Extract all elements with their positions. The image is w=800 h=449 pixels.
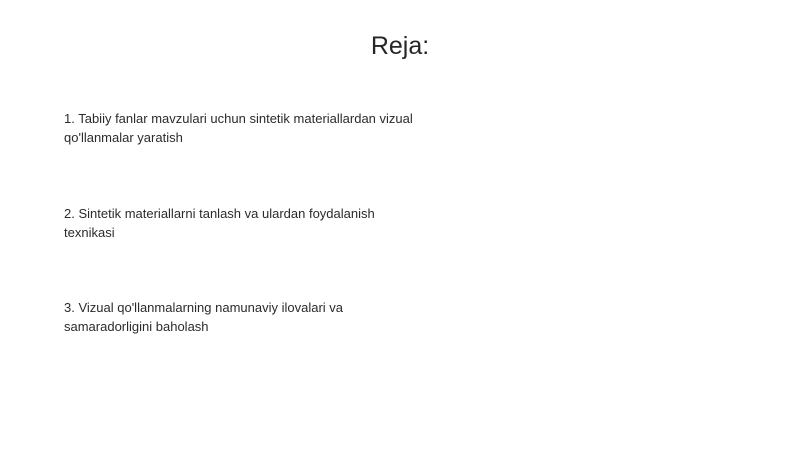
- plan-item-1: 1. Tabiiy fanlar mavzulari uchun sintetik materiallardan vizual qo'llanmalar yaratish: [64, 111, 413, 145]
- plan-item-3: 3. Vizual qo'llanmalarning namunaviy ilovalari va samaradorligini baholash: [64, 300, 344, 334]
- plan-item-2: 2. Sintetik materiallarni tanlash va ulardan foydalanish texnikasi: [64, 206, 375, 240]
- slide-title: Reja:: [370, 32, 430, 60]
